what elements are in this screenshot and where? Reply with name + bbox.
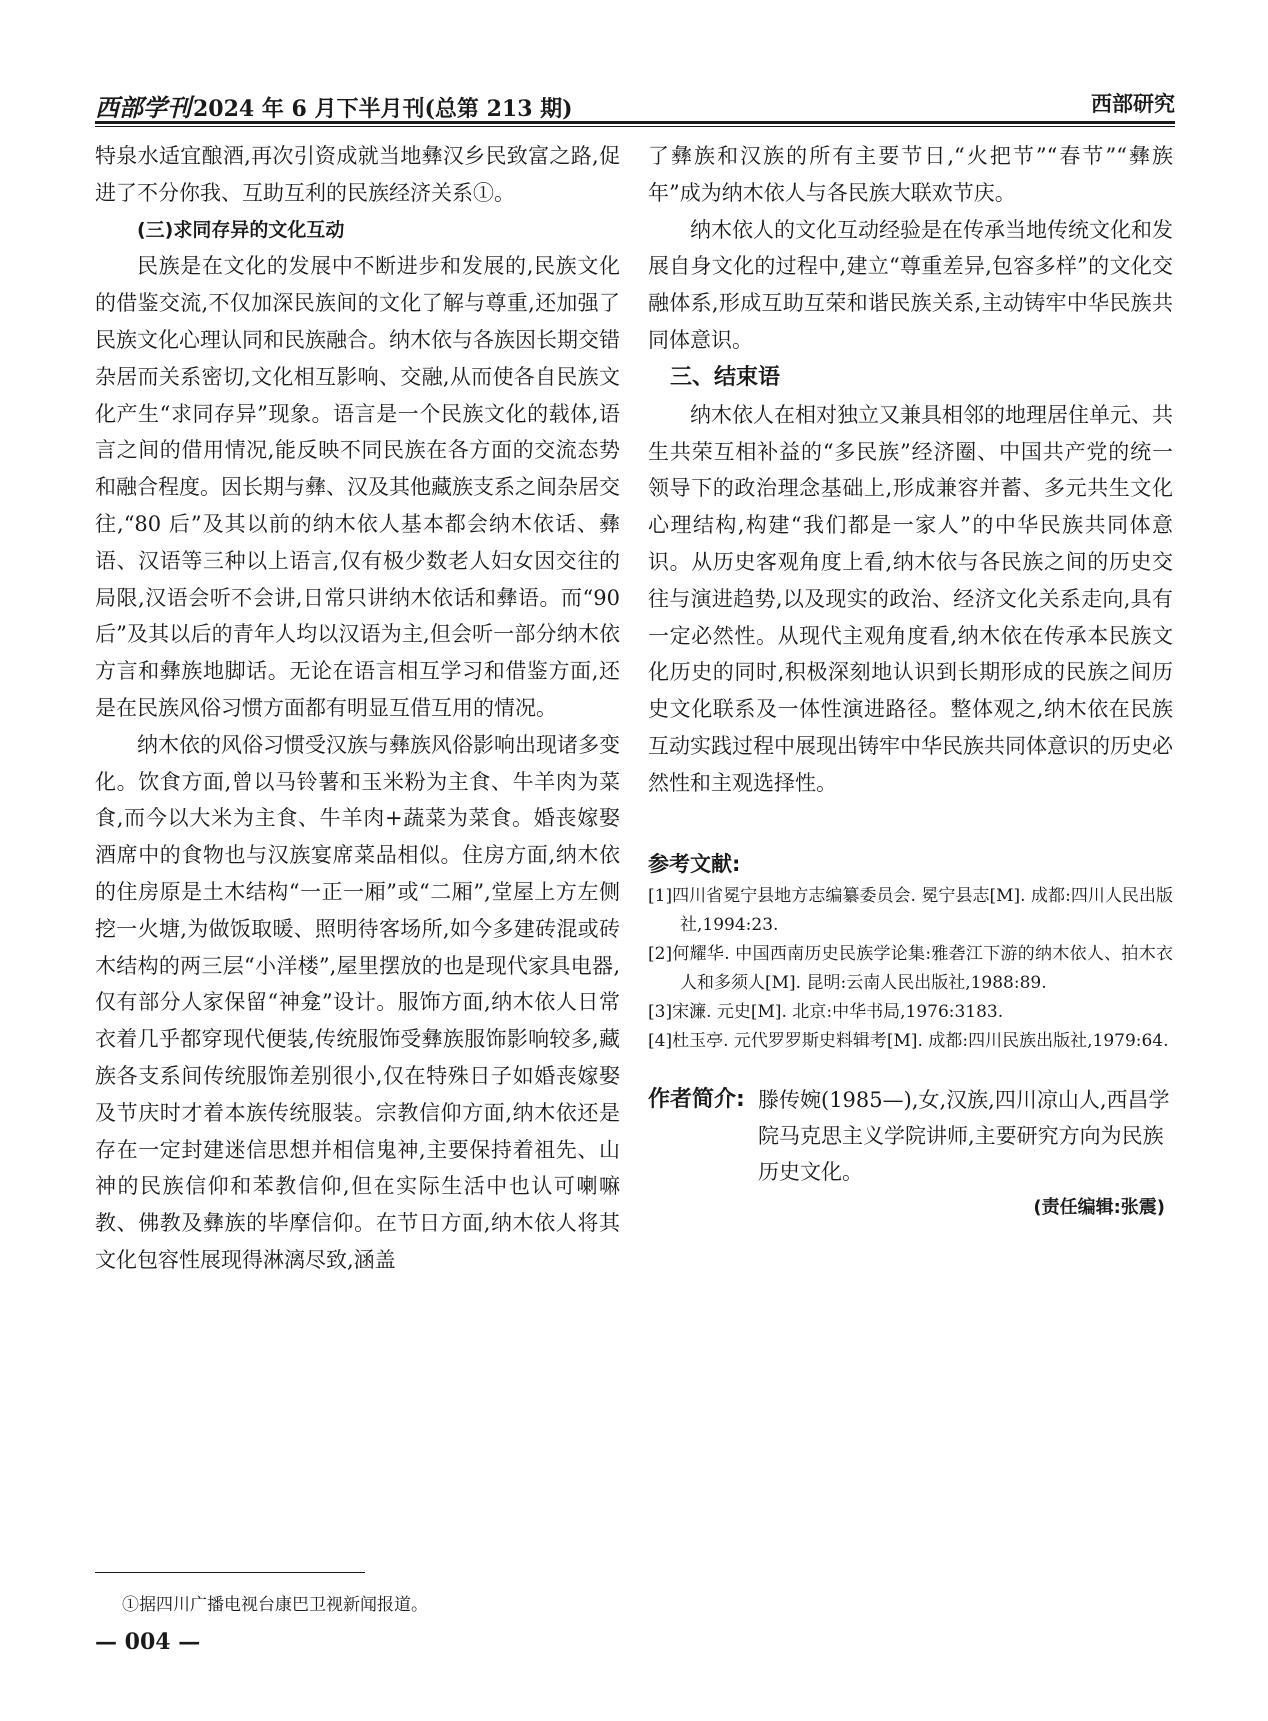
section-heading: 三、结束语 bbox=[670, 364, 781, 390]
paragraph: 特泉水适宜酿酒,再次引资成就当地彝汉乡民致富之路,促进了不分你我、互助互利的民族经济关系①。 bbox=[95, 144, 620, 205]
header-rule-thin bbox=[95, 126, 1175, 127]
section-name: 西部研究 bbox=[1091, 92, 1175, 116]
author-bio bbox=[648, 1082, 1173, 1190]
paragraph: 民族是在文化的发展中不断进步和发展的,民族文化的借鉴交流,不仅加深民族间的文化了解与尊重,还加强了民族文化心理认同和民族融合。纳木依与各族因长期交错杂居而关系密切,文化相互影响、交融,从而使各自民族文化产生“求同存异”现象。语言是一个民族文化的载体,语言之间的借用情况,能反映不同民族在各方面的交流态势和融合程度。因长期与彝、汉及其他藏族支系之间杂居交往,“80 后”及其以前的纳木依人基本都会纳木依话、彝语、汉语等三种以上语言,仅有极少数老人妇女因交往的局限,汉语会听不会讲,日常只讲纳木依话和彝语。而“90 后”及其以后的青年人均以汉语为主,但会听一部分纳木依方言和彝族地脚话。无论在语言相互学习和借鉴方面,还是在民族风俗习惯方面都有明显互借互用的情况。 bbox=[95, 254, 620, 720]
author-text: 滕传婉(1985—),女,汉族,四川凉山人,西昌学院马克思主义学院讲师,主要研究方向为民族历史文化。 bbox=[758, 1087, 1170, 1184]
reference-item: [2]何耀华. 中国西南历史民族学论集:雅砻江下游的纳木依人、拍木衣人和多须人[M]. 昆明:云南人民出版社,1988:89. bbox=[648, 943, 1173, 993]
paragraph: 纳木依人的文化互动经验是在传承当地传统文化和发展自身文化的过程中,建立“尊重差异,包容多样”的文化交融体系,形成互助互荣和谐民族关系,主动铸牢中华民族共同体意识。 bbox=[648, 217, 1173, 352]
issue-info: 2024 年 6 月下半月刊(总第 213 期) bbox=[193, 96, 573, 122]
reference-item: [4]杜玉亭. 元代罗罗斯史料辑考[M]. 成都:四川民族出版社,1979:64. bbox=[648, 1030, 1169, 1051]
paragraph: 纳木依的风俗习惯受汉族与彝族风俗影响出现诸多变化。饮食方面,曾以马铃薯和玉米粉为主食、牛羊肉为菜食,而今以大米为主食、牛羊肉+蔬菜为菜食。婚丧嫁娶酒席中的食物也与汉族宴席菜品相似。住房方面,纳木依的住房原是土木结构“一正一厢”或“二厢”,堂屋上方左侧挖一火塘,为做饭取暖、照明待客场所,如今多建砖混或砖木结构的两三层“小洋楼”,屋里摆放的也是现代家具电器,仅有部分人家保留“神龛”设计。服饰方面,纳木依人日常衣着几乎都穿现代便装,传统服饰受彝族服饰影响较多,藏族各支系间传统服饰差别很小,仅在特殊日子如婚丧嫁娶及节庆时才着本族传统服装。宗教信仰方面,纳木依还是存在一定封建迷信思想并相信鬼神,主要保持着祖先、山神的民族信仰和苯教信仰,但在实际生活中也认可喇嘛教、佛教及彝族的毕摩信仰。在节日方面,纳木依人将其文化包容性展现得淋漓尽致,涵盖 bbox=[95, 732, 620, 1272]
header-rule bbox=[95, 121, 1175, 124]
journal-logo: 西部学刊 bbox=[95, 93, 191, 122]
right-column bbox=[648, 138, 1173, 1226]
section-heading: (三)求同存异的文化互动 bbox=[137, 218, 345, 241]
reference-item: [3]宋濂. 元史[M]. 北京:中华书局,1976:3183. bbox=[648, 1001, 1004, 1022]
author-label: 作者简介: bbox=[648, 1086, 745, 1112]
references-title: 参考文献: bbox=[648, 851, 741, 876]
footnote: ①据四川广播电视台康巴卫视新闻报道。 bbox=[122, 1595, 428, 1615]
paragraph: 纳木依人在相对独立又兼具相邻的地理居住单元、共生共荣互相补益的“多民族”经济圈、中国共产党的统一领导下的政治理念基础上,形成兼容并蓄、多元共生文化心理结构,构建“我们都是一家人”的中华民族共同体意识。从历史客观角度上看,纳木依与各民族之间的历史交往与演进趋势,以及现实的政治、经济文化关系走向,具有一定必然性。从现代主观角度看,纳木依在传承本民族文化历史的同时,积极深刻地认识到长期形成的民族之间历史文化联系及一体性演进路径。整体观之,纳木依在民族互动实践过程中展现出铸牢中华民族共同体意识的历史必然性和主观选择性。 bbox=[648, 402, 1173, 795]
editor-credit: (责任编辑:张震) bbox=[1033, 1196, 1165, 1218]
left-column bbox=[95, 138, 620, 1279]
reference-item: [1]四川省冕宁县地方志编纂委员会. 冕宁县志[M]. 成都:四川人民出版社,1994:23. bbox=[648, 885, 1173, 935]
footnote-rule bbox=[95, 1572, 365, 1573]
paragraph: 了彝族和汉族的所有主要节日,“火把节”“春节”“彝族年”成为纳木依人与各民族大联欢节庆。 bbox=[648, 144, 1173, 205]
running-header bbox=[95, 88, 1175, 122]
header-issue-line bbox=[95, 88, 573, 123]
page-number: — 004 — bbox=[95, 1629, 201, 1655]
